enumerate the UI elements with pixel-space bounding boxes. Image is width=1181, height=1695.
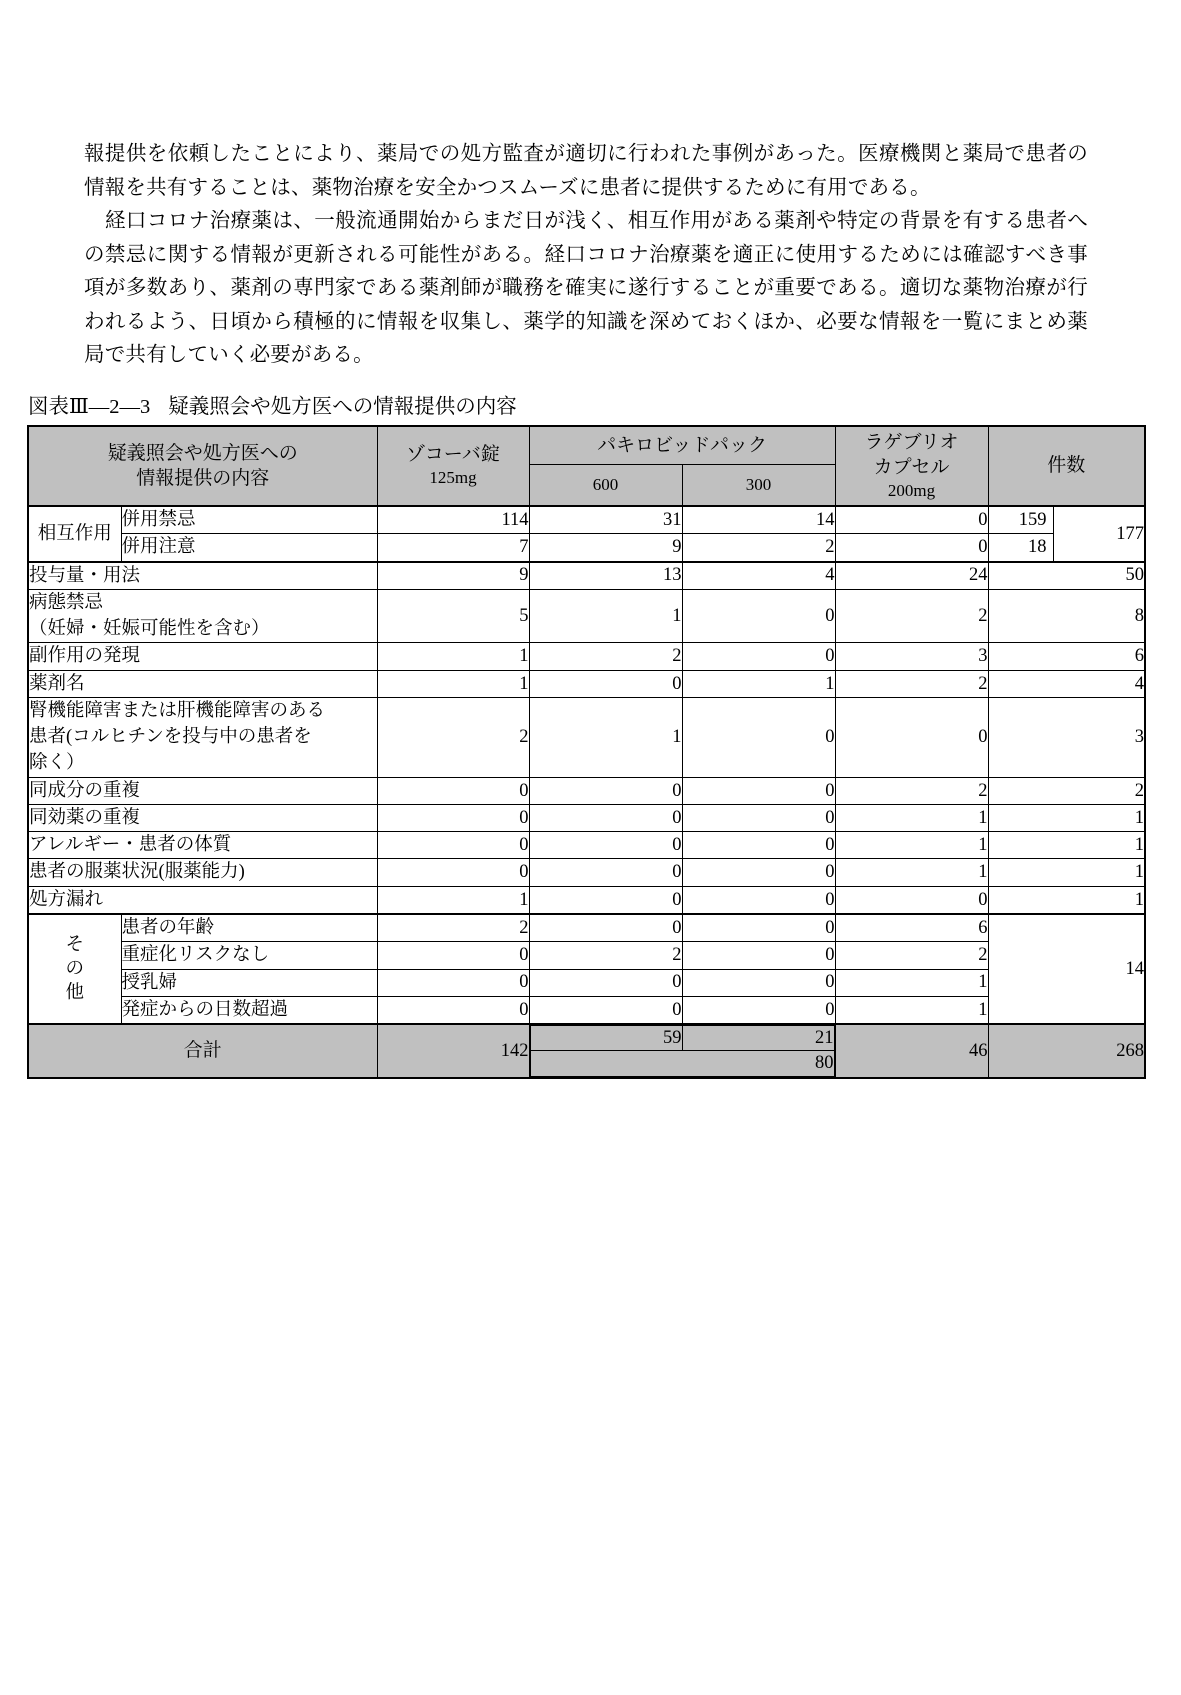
header-lagevrio-line2: カプセル	[873, 456, 950, 478]
cell-subtotal: 18	[988, 534, 1053, 562]
row-label	[28, 697, 377, 777]
cell-zocova: 0	[377, 969, 529, 996]
total-lagevrio: 46	[835, 1024, 988, 1078]
row-label-line3: 除く）	[29, 753, 85, 774]
cell-lagevrio: 0	[835, 534, 988, 562]
table-row	[28, 996, 1145, 1024]
figure-caption	[28, 393, 517, 421]
total-pax600: 59	[530, 1026, 682, 1051]
cell-pax600: 0	[529, 670, 682, 697]
paragraph-1: 報提供を依頼したことにより、薬局での処方監査が適切に行われた事例があった。医療機関と薬局で患者の情報を共有することは、薬物治療を安全かつスムーズに患者に提供するために有用である。	[84, 143, 1088, 199]
row-label: アレルギー・患者の体質	[28, 832, 377, 859]
cell-pax300: 2	[682, 534, 835, 562]
table-total-row	[28, 1024, 1145, 1078]
cell-count: 1	[988, 886, 1145, 914]
cell-pax600: 0	[529, 832, 682, 859]
cell-count: 3	[988, 697, 1145, 777]
cell-lagevrio: 2	[835, 777, 988, 804]
table-row	[28, 506, 1145, 534]
row-label: 副作用の発現	[28, 643, 377, 670]
cell-pax300: 0	[682, 969, 835, 996]
table-row	[28, 562, 1145, 590]
table-row	[28, 804, 1145, 831]
cell-pax600: 1	[529, 697, 682, 777]
header-lagevrio	[835, 426, 988, 506]
cell-pax300: 0	[682, 589, 835, 643]
cell-pax300: 4	[682, 562, 835, 590]
cell-pax600: 9	[529, 534, 682, 562]
cell-pax600: 0	[529, 996, 682, 1024]
header-zocova	[377, 426, 529, 506]
cell-lagevrio: 24	[835, 562, 988, 590]
figure-title: 疑義照会や処方医への情報提供の内容	[168, 396, 517, 418]
total-label: 合計	[28, 1024, 377, 1078]
header-content-line1: 疑義照会や処方医への	[107, 442, 298, 464]
row-label	[28, 589, 377, 643]
cell-lagevrio: 1	[835, 969, 988, 996]
row-label-line1: 病態禁忌	[29, 592, 104, 613]
row-label: 同成分の重複	[28, 777, 377, 804]
table-row	[28, 777, 1145, 804]
cell-pax600: 0	[529, 859, 682, 886]
table-row	[28, 534, 1145, 562]
cell-pax300: 0	[682, 996, 835, 1024]
cell-zocova: 9	[377, 562, 529, 590]
cell-zocova: 7	[377, 534, 529, 562]
cell-lagevrio: 0	[835, 886, 988, 914]
row-label: 発症からの日数超過	[121, 996, 377, 1024]
row-label-line1: 腎機能障害または肝機能障害のある	[29, 700, 326, 721]
header-content-column	[28, 426, 377, 506]
cell-count: 50	[988, 562, 1145, 590]
cell-pax300: 0	[682, 886, 835, 914]
header-content-line2: 情報提供の内容	[136, 468, 270, 489]
cell-pax300: 1	[682, 670, 835, 697]
cell-pax300: 0	[682, 832, 835, 859]
cell-pax300: 0	[682, 942, 835, 969]
header-zocova-dose: 125mg	[429, 468, 477, 488]
row-label: 投与量・用法	[28, 562, 377, 590]
row-label-line2: 患者(コルヒチンを投与中の患者を	[29, 727, 312, 748]
cell-pax300: 0	[682, 859, 835, 886]
figure-table-wrapper	[27, 425, 1145, 1079]
row-label: 併用禁忌	[121, 506, 377, 534]
table-row	[28, 859, 1145, 886]
row-label: 薬剤名	[28, 670, 377, 697]
table-header-row-1	[28, 426, 1145, 464]
cell-count: 4	[988, 670, 1145, 697]
cell-count: 1	[988, 804, 1145, 831]
cell-lagevrio: 0	[835, 506, 988, 534]
cell-count-interaction: 177	[1053, 506, 1145, 562]
cell-pax600: 13	[529, 562, 682, 590]
cell-pax300: 0	[682, 697, 835, 777]
cell-lagevrio: 1	[835, 832, 988, 859]
row-label: 患者の服薬状況(服薬能力)	[28, 859, 377, 886]
cell-pax600: 0	[529, 914, 682, 942]
cell-zocova: 5	[377, 589, 529, 643]
cell-lagevrio: 0	[835, 697, 988, 777]
cell-count: 8	[988, 589, 1145, 643]
table-row	[28, 942, 1145, 969]
cell-pax300: 0	[682, 804, 835, 831]
cell-pax600: 0	[529, 886, 682, 914]
header-paxlovid-300: 300	[682, 464, 835, 506]
header-count: 件数	[988, 426, 1145, 506]
cell-count-other: 14	[988, 914, 1145, 1024]
total-paxlovid-split	[529, 1024, 835, 1078]
cell-zocova: 1	[377, 886, 529, 914]
table-row	[28, 670, 1145, 697]
cell-zocova: 2	[377, 914, 529, 942]
paragraph-2: 経口コロナ治療薬は、一般流通開始からまだ日が浅く、相互作用がある薬剤や特定の背景を有する患者への禁忌に関する情報が更新される可能性がある。経口コロナ治療薬を適正に使用するためには確認すべき事項が多数あり、薬剤の専門家である薬剤師が職務を確実に遂行することが重要である。適切な薬物治療が行われるよう、日頃から積極的に情報を収集し、薬学的知識を深めておくほか、必要な情報を一覧にまとめ薬局で共有していく必要がある。	[84, 210, 1088, 366]
header-zocova-name: ゾコーバ錠	[406, 444, 500, 466]
cell-zocova: 0	[377, 777, 529, 804]
cell-zocova: 114	[377, 506, 529, 534]
row-group-other	[28, 914, 121, 1024]
table-row	[28, 914, 1145, 942]
cell-lagevrio: 1	[835, 996, 988, 1024]
cell-count: 2	[988, 777, 1145, 804]
row-label: 授乳婦	[121, 969, 377, 996]
cell-lagevrio: 3	[835, 643, 988, 670]
cell-count: 1	[988, 859, 1145, 886]
cell-pax600: 31	[529, 506, 682, 534]
cell-zocova: 0	[377, 804, 529, 831]
table-row	[28, 589, 1145, 643]
cell-pax300: 0	[682, 777, 835, 804]
body-text	[84, 138, 1088, 373]
cell-zocova: 1	[377, 670, 529, 697]
row-group-other-char-2: 他	[65, 983, 84, 1004]
total-zocova: 142	[377, 1024, 529, 1078]
cell-pax300: 0	[682, 643, 835, 670]
total-count: 268	[988, 1024, 1145, 1078]
cell-pax600: 0	[529, 777, 682, 804]
row-group-other-char-1: の	[65, 958, 84, 979]
cell-lagevrio: 2	[835, 942, 988, 969]
cell-pax600: 2	[529, 942, 682, 969]
cell-count: 6	[988, 643, 1145, 670]
table-row	[28, 832, 1145, 859]
cell-lagevrio: 2	[835, 589, 988, 643]
cell-pax300: 0	[682, 914, 835, 942]
header-paxlovid-600: 600	[529, 464, 682, 506]
cell-lagevrio: 6	[835, 914, 988, 942]
header-lagevrio-dose: 200mg	[887, 480, 936, 500]
row-label: 同効薬の重複	[28, 804, 377, 831]
cell-zocova: 1	[377, 643, 529, 670]
table-row	[28, 969, 1145, 996]
header-paxlovid: パキロビッドパック	[529, 426, 835, 464]
cell-zocova: 0	[377, 996, 529, 1024]
row-label: 併用注意	[121, 534, 377, 562]
row-label: 処方漏れ	[28, 886, 377, 914]
cell-lagevrio: 2	[835, 670, 988, 697]
row-label: 重症化リスクなし	[121, 942, 377, 969]
cell-pax300: 14	[682, 506, 835, 534]
cell-zocova: 0	[377, 859, 529, 886]
header-lagevrio-line1: ラゲブリオ	[864, 431, 959, 453]
cell-pax600: 0	[529, 969, 682, 996]
table-row	[28, 643, 1145, 670]
figure-number: 図表Ⅲ―2―3	[28, 396, 151, 418]
cell-count: 1	[988, 832, 1145, 859]
table-row	[28, 697, 1145, 777]
cell-zocova: 0	[377, 942, 529, 969]
row-label-line2: （妊婦・妊娠可能性を含む）	[29, 619, 270, 640]
cell-pax600: 1	[529, 589, 682, 643]
cell-lagevrio: 1	[835, 859, 988, 886]
cell-lagevrio: 1	[835, 804, 988, 831]
total-pax300: 21	[682, 1026, 834, 1051]
row-label: 患者の年齢	[121, 914, 377, 942]
total-pax-combined: 80	[530, 1051, 834, 1076]
qualification-inquiry-table	[27, 425, 1146, 1079]
cell-pax600: 2	[529, 643, 682, 670]
cell-zocova: 0	[377, 832, 529, 859]
cell-subtotal: 159	[988, 506, 1053, 534]
row-group-other-char-0: そ	[65, 934, 84, 955]
row-group-interaction: 相互作用	[28, 506, 121, 562]
cell-zocova: 2	[377, 697, 529, 777]
table-row	[28, 886, 1145, 914]
cell-pax600: 0	[529, 804, 682, 831]
